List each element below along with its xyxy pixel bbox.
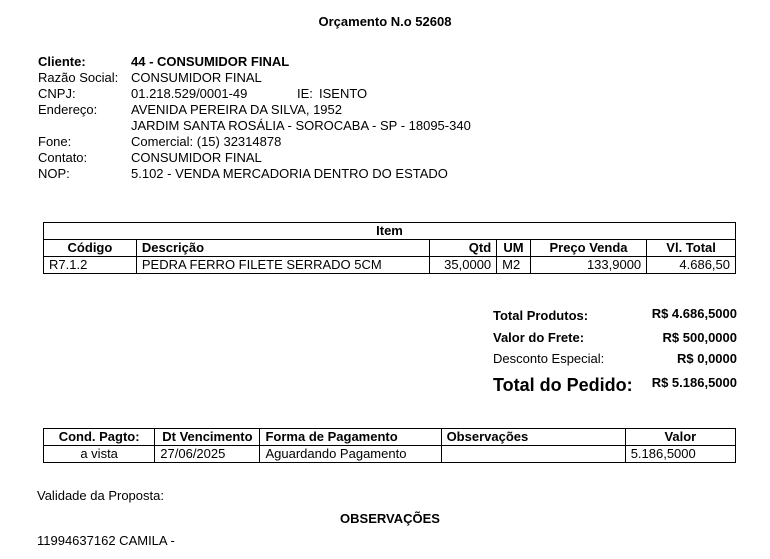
contato-value: CONSUMIDOR FINAL <box>131 150 262 165</box>
desconto-especial-label: Desconto Especial: <box>493 351 605 366</box>
header-forma-pagamento: Forma de Pagamento <box>260 429 441 446</box>
header-dt-vencimento: Dt Vencimento <box>155 429 260 446</box>
payment-forma: Aguardando Pagamento <box>260 446 441 463</box>
total-pedido-label: Total do Pedido: <box>493 375 633 395</box>
items-header-row <box>44 240 736 257</box>
endereco-label: Endereço: <box>38 102 98 117</box>
ie-value: ISENTO <box>319 86 368 101</box>
cnpj-value: 01.218.529/0001-49 <box>131 86 248 101</box>
payment-vencimento: 27/06/2025 <box>155 446 260 463</box>
item-vl-total: 4.686,50 <box>647 257 736 274</box>
valor-frete-value: R$ 500,0000 <box>662 330 737 345</box>
cliente-label: Cliente: <box>38 54 86 69</box>
desconto-especial-value: R$ 0,0000 <box>677 351 737 366</box>
header-valor: Valor <box>625 429 735 446</box>
nop-value: 5.102 - VENDA MERCADORIA DENTRO DO ESTADO <box>131 166 448 181</box>
header-cond-pagto: Cond. Pagto: <box>44 429 155 446</box>
razao-social-label: Razão Social: <box>38 70 119 85</box>
endereco-line1: AVENIDA PEREIRA DA SILVA, 1952 <box>131 102 342 117</box>
cnpj-label: CNPJ: <box>38 86 76 101</box>
payment-valor: 5.186,5000 <box>625 446 735 463</box>
header-descricao: Descrição <box>136 240 429 257</box>
payment-header-row <box>44 429 736 446</box>
payment-cond: a vista <box>44 446 155 463</box>
payment-table <box>43 428 736 463</box>
razao-social-value: CONSUMIDOR FINAL <box>131 70 262 85</box>
header-qtd: Qtd <box>429 240 496 257</box>
table-row <box>44 446 736 463</box>
item-preco-venda: 133,9000 <box>530 257 646 274</box>
item-descricao: PEDRA FERRO FILETE SERRADO 5CM <box>136 257 429 274</box>
items-table <box>43 222 736 274</box>
total-produtos-value: R$ 4.686,5000 <box>651 306 737 321</box>
valor-frete-label: Valor do Frete: <box>493 330 585 345</box>
header-um: UM <box>497 240 531 257</box>
nop-label: NOP: <box>38 166 70 181</box>
ie-label: IE: <box>297 86 313 101</box>
fone-value: Comercial: (15) 32314878 <box>131 134 282 149</box>
contato-label: Contato: <box>38 150 88 165</box>
table-row <box>44 257 736 274</box>
fone-label: Fone: <box>38 134 72 149</box>
header-observacoes: Observações <box>441 429 625 446</box>
item-um: M2 <box>497 257 531 274</box>
document-title: Orçamento N.o 52608 <box>318 14 452 29</box>
payment-observacoes <box>441 446 625 463</box>
header-preco-venda: Preço Venda <box>530 240 646 257</box>
endereco-line2: JARDIM SANTA ROSÁLIA - SOROCABA - SP - 18095-340 <box>131 118 471 133</box>
items-caption: Item <box>44 223 736 240</box>
validade-proposta-label: Validade da Proposta: <box>37 488 164 503</box>
total-pedido-value: R$ 5.186,5000 <box>651 375 737 390</box>
item-codigo: R7.1.2 <box>44 257 137 274</box>
header-codigo: Código <box>44 240 137 257</box>
item-qtd: 35,0000 <box>429 257 496 274</box>
observacoes-title: OBSERVAÇÕES <box>340 511 440 526</box>
header-vl-total: Vl. Total <box>647 240 736 257</box>
observacoes-text: 11994637162 CAMILA - <box>37 533 175 548</box>
cliente-value: 44 - CONSUMIDOR FINAL <box>131 54 290 69</box>
total-produtos-label: Total Produtos: <box>493 308 589 323</box>
